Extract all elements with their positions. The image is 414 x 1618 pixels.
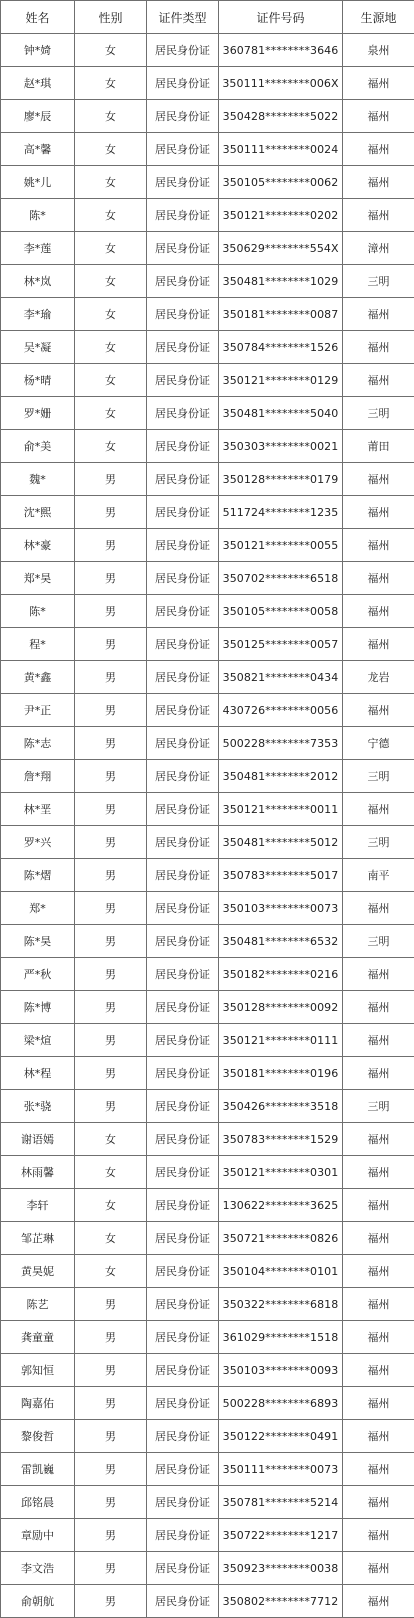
table-row	[1, 1090, 414, 1123]
cell-name: 林*垩	[1, 793, 75, 826]
cell-name: 陶嘉佑	[1, 1387, 75, 1420]
cell-id-type: 居民身份证	[147, 364, 219, 397]
cell-id-number: 350182********0216	[219, 958, 343, 991]
cell-id-number: 350784********1526	[219, 331, 343, 364]
table-row	[1, 826, 414, 859]
table-row	[1, 1123, 414, 1156]
cell-id-number: 350303********0021	[219, 430, 343, 463]
cell-name: 邱铭晨	[1, 1486, 75, 1519]
cell-id-number: 350322********6818	[219, 1288, 343, 1321]
cell-name: 尹*正	[1, 694, 75, 727]
table-row	[1, 34, 414, 67]
cell-id-type: 居民身份证	[147, 1156, 219, 1189]
cell-id-type: 居民身份证	[147, 1288, 219, 1321]
header-id-type: 证件类型	[147, 1, 219, 34]
cell-name: 黄*鑫	[1, 661, 75, 694]
cell-origin: 福州	[343, 1486, 414, 1519]
cell-id-number: 350111********0073	[219, 1453, 343, 1486]
cell-id-number: 350121********0202	[219, 199, 343, 232]
table-row	[1, 727, 414, 760]
table-row	[1, 298, 414, 331]
cell-id-number: 350702********6518	[219, 562, 343, 595]
cell-name: 郭知恒	[1, 1354, 75, 1387]
cell-name: 黎俊哲	[1, 1420, 75, 1453]
table-row	[1, 628, 414, 661]
cell-origin: 三明	[343, 1090, 414, 1123]
table-row	[1, 1024, 414, 1057]
table-row	[1, 1387, 414, 1420]
cell-origin: 南平	[343, 859, 414, 892]
cell-id-type: 居民身份证	[147, 166, 219, 199]
cell-name: 罗*姗	[1, 397, 75, 430]
cell-gender: 女	[75, 364, 147, 397]
table-row	[1, 133, 414, 166]
cell-gender: 男	[75, 628, 147, 661]
cell-name: 高*馨	[1, 133, 75, 166]
cell-gender: 女	[75, 232, 147, 265]
cell-id-type: 居民身份证	[147, 529, 219, 562]
cell-id-type: 居民身份证	[147, 1420, 219, 1453]
table-row	[1, 100, 414, 133]
cell-id-type: 居民身份证	[147, 958, 219, 991]
cell-origin: 福州	[343, 628, 414, 661]
cell-origin: 福州	[343, 496, 414, 529]
cell-id-type: 居民身份证	[147, 100, 219, 133]
table-row	[1, 67, 414, 100]
cell-id-number: 350481********1029	[219, 265, 343, 298]
cell-id-number: 500228********7353	[219, 727, 343, 760]
cell-id-type: 居民身份证	[147, 892, 219, 925]
cell-origin: 福州	[343, 529, 414, 562]
cell-origin: 福州	[343, 1585, 414, 1618]
cell-origin: 福州	[343, 133, 414, 166]
cell-name: 赵*琪	[1, 67, 75, 100]
cell-name: 罗*兴	[1, 826, 75, 859]
cell-name: 严*秋	[1, 958, 75, 991]
cell-origin: 三明	[343, 397, 414, 430]
cell-id-number: 350121********0111	[219, 1024, 343, 1057]
cell-gender: 女	[75, 430, 147, 463]
cell-gender: 男	[75, 496, 147, 529]
table-row	[1, 1453, 414, 1486]
cell-id-number: 350121********0129	[219, 364, 343, 397]
cell-id-number: 350783********5017	[219, 859, 343, 892]
cell-gender: 男	[75, 1057, 147, 1090]
cell-name: 陈*	[1, 199, 75, 232]
cell-gender: 女	[75, 298, 147, 331]
cell-name: 林雨馨	[1, 1156, 75, 1189]
cell-id-type: 居民身份证	[147, 727, 219, 760]
table-row	[1, 364, 414, 397]
cell-gender: 女	[75, 397, 147, 430]
table-row	[1, 1321, 414, 1354]
cell-id-number: 350128********0179	[219, 463, 343, 496]
table-row	[1, 760, 414, 793]
cell-id-number: 350721********0826	[219, 1222, 343, 1255]
table-row	[1, 793, 414, 826]
cell-origin: 福州	[343, 1189, 414, 1222]
cell-name: 黄昊妮	[1, 1255, 75, 1288]
cell-id-number: 350103********0073	[219, 892, 343, 925]
cell-id-number: 360781********3646	[219, 34, 343, 67]
cell-gender: 男	[75, 826, 147, 859]
cell-name: 李文浩	[1, 1552, 75, 1585]
cell-name: 俞朝航	[1, 1585, 75, 1618]
header-id-number: 证件号码	[219, 1, 343, 34]
cell-id-type: 居民身份证	[147, 661, 219, 694]
cell-gender: 男	[75, 925, 147, 958]
cell-id-number: 350104********0101	[219, 1255, 343, 1288]
cell-id-number: 350103********0093	[219, 1354, 343, 1387]
cell-gender: 男	[75, 760, 147, 793]
cell-origin: 福州	[343, 67, 414, 100]
cell-id-number: 350722********1217	[219, 1519, 343, 1552]
cell-origin: 福州	[343, 1057, 414, 1090]
cell-id-number: 350181********0196	[219, 1057, 343, 1090]
header-gender: 性别	[75, 1, 147, 34]
cell-gender: 女	[75, 1123, 147, 1156]
cell-origin: 福州	[343, 1519, 414, 1552]
cell-origin: 福州	[343, 892, 414, 925]
cell-gender: 男	[75, 1321, 147, 1354]
table-row	[1, 892, 414, 925]
cell-name: 郑*昊	[1, 562, 75, 595]
cell-origin: 福州	[343, 1255, 414, 1288]
cell-origin: 福州	[343, 331, 414, 364]
table-row	[1, 1288, 414, 1321]
table-row	[1, 1222, 414, 1255]
cell-origin: 福州	[343, 100, 414, 133]
cell-origin: 福州	[343, 991, 414, 1024]
cell-origin: 福州	[343, 1453, 414, 1486]
cell-gender: 男	[75, 463, 147, 496]
cell-id-type: 居民身份证	[147, 1552, 219, 1585]
cell-origin: 三明	[343, 826, 414, 859]
cell-name: 李轩	[1, 1189, 75, 1222]
cell-name: 林*岚	[1, 265, 75, 298]
cell-id-type: 居民身份证	[147, 1123, 219, 1156]
cell-gender: 女	[75, 100, 147, 133]
table-row	[1, 1057, 414, 1090]
table-row	[1, 661, 414, 694]
cell-id-type: 居民身份证	[147, 760, 219, 793]
cell-origin: 福州	[343, 958, 414, 991]
cell-id-type: 居民身份证	[147, 298, 219, 331]
table-row	[1, 199, 414, 232]
cell-id-type: 居民身份证	[147, 1354, 219, 1387]
cell-id-number: 350923********0038	[219, 1552, 343, 1585]
cell-gender: 男	[75, 727, 147, 760]
cell-id-type: 居民身份证	[147, 232, 219, 265]
cell-origin: 福州	[343, 1552, 414, 1585]
cell-id-type: 居民身份证	[147, 1222, 219, 1255]
cell-name: 谢语嫣	[1, 1123, 75, 1156]
cell-name: 章励中	[1, 1519, 75, 1552]
cell-origin: 三明	[343, 760, 414, 793]
cell-name: 陈*	[1, 595, 75, 628]
cell-origin: 福州	[343, 166, 414, 199]
cell-origin: 福州	[343, 1321, 414, 1354]
cell-gender: 女	[75, 166, 147, 199]
cell-origin: 泉州	[343, 34, 414, 67]
cell-id-number: 350426********3518	[219, 1090, 343, 1123]
cell-name: 陈*博	[1, 991, 75, 1024]
header-origin: 生源地	[343, 1, 414, 34]
cell-id-type: 居民身份证	[147, 1057, 219, 1090]
cell-origin: 福州	[343, 595, 414, 628]
cell-name: 李*莲	[1, 232, 75, 265]
cell-name: 钟*婍	[1, 34, 75, 67]
table-row	[1, 562, 414, 595]
header-name: 姓名	[1, 1, 75, 34]
cell-origin: 三明	[343, 265, 414, 298]
cell-gender: 女	[75, 1156, 147, 1189]
table-row	[1, 1156, 414, 1189]
cell-gender: 男	[75, 1024, 147, 1057]
cell-id-type: 居民身份证	[147, 1387, 219, 1420]
cell-id-type: 居民身份证	[147, 397, 219, 430]
cell-id-number: 350481********5040	[219, 397, 343, 430]
cell-id-number: 350481********5012	[219, 826, 343, 859]
cell-id-type: 居民身份证	[147, 793, 219, 826]
cell-gender: 女	[75, 1255, 147, 1288]
cell-gender: 男	[75, 661, 147, 694]
table-row	[1, 1354, 414, 1387]
cell-id-number: 350783********1529	[219, 1123, 343, 1156]
cell-id-type: 居民身份证	[147, 1486, 219, 1519]
cell-id-type: 居民身份证	[147, 463, 219, 496]
cell-gender: 女	[75, 265, 147, 298]
cell-name: 陈*熠	[1, 859, 75, 892]
table-row	[1, 1552, 414, 1585]
table-row	[1, 166, 414, 199]
cell-name: 梁*煊	[1, 1024, 75, 1057]
cell-gender: 男	[75, 1585, 147, 1618]
table-row	[1, 430, 414, 463]
cell-id-type: 居民身份证	[147, 1321, 219, 1354]
cell-origin: 福州	[343, 298, 414, 331]
cell-gender: 男	[75, 595, 147, 628]
cell-name: 邹芷琳	[1, 1222, 75, 1255]
cell-name: 程*	[1, 628, 75, 661]
table-row	[1, 1420, 414, 1453]
cell-gender: 女	[75, 34, 147, 67]
cell-name: 陈*志	[1, 727, 75, 760]
cell-origin: 福州	[343, 463, 414, 496]
cell-id-number: 350122********0491	[219, 1420, 343, 1453]
table-row	[1, 496, 414, 529]
cell-origin: 福州	[343, 694, 414, 727]
cell-gender: 男	[75, 892, 147, 925]
cell-id-type: 居民身份证	[147, 265, 219, 298]
cell-gender: 女	[75, 331, 147, 364]
cell-name: 郑*	[1, 892, 75, 925]
cell-id-type: 居民身份证	[147, 595, 219, 628]
cell-gender: 女	[75, 1222, 147, 1255]
cell-id-type: 居民身份证	[147, 430, 219, 463]
cell-name: 吴*凝	[1, 331, 75, 364]
table-row	[1, 991, 414, 1024]
cell-name: 廖*辰	[1, 100, 75, 133]
cell-origin: 莆田	[343, 430, 414, 463]
table-header	[1, 1, 414, 34]
cell-gender: 男	[75, 1453, 147, 1486]
cell-id-type: 居民身份证	[147, 496, 219, 529]
cell-origin: 福州	[343, 1123, 414, 1156]
cell-name: 龚童童	[1, 1321, 75, 1354]
cell-id-type: 居民身份证	[147, 331, 219, 364]
table-row	[1, 265, 414, 298]
table-body	[1, 34, 414, 1618]
cell-origin: 福州	[343, 562, 414, 595]
cell-name: 魏*	[1, 463, 75, 496]
cell-origin: 龙岩	[343, 661, 414, 694]
cell-id-number: 350128********0092	[219, 991, 343, 1024]
cell-name: 陈*昊	[1, 925, 75, 958]
cell-id-number: 350121********0301	[219, 1156, 343, 1189]
table-row	[1, 529, 414, 562]
table-row	[1, 1486, 414, 1519]
cell-id-number: 350481********6532	[219, 925, 343, 958]
cell-gender: 女	[75, 199, 147, 232]
cell-name: 詹*翔	[1, 760, 75, 793]
cell-gender: 男	[75, 991, 147, 1024]
table-row	[1, 397, 414, 430]
cell-gender: 男	[75, 694, 147, 727]
cell-id-number: 350105********0062	[219, 166, 343, 199]
cell-id-type: 居民身份证	[147, 1453, 219, 1486]
cell-name: 杨*晴	[1, 364, 75, 397]
cell-id-number: 350125********0057	[219, 628, 343, 661]
cell-name: 姚*儿	[1, 166, 75, 199]
cell-id-number: 350428********5022	[219, 100, 343, 133]
cell-id-type: 居民身份证	[147, 199, 219, 232]
cell-id-number: 430726********0056	[219, 694, 343, 727]
cell-id-number: 350802********7712	[219, 1585, 343, 1618]
cell-id-type: 居民身份证	[147, 67, 219, 100]
table-row	[1, 1519, 414, 1552]
cell-origin: 福州	[343, 793, 414, 826]
cell-id-type: 居民身份证	[147, 991, 219, 1024]
cell-id-type: 居民身份证	[147, 628, 219, 661]
cell-id-number: 500228********6893	[219, 1387, 343, 1420]
table-row	[1, 925, 414, 958]
cell-gender: 男	[75, 1420, 147, 1453]
cell-gender: 女	[75, 133, 147, 166]
cell-gender: 男	[75, 958, 147, 991]
table-row	[1, 463, 414, 496]
cell-gender: 男	[75, 1090, 147, 1123]
cell-origin: 福州	[343, 1222, 414, 1255]
cell-gender: 男	[75, 1486, 147, 1519]
cell-id-type: 居民身份证	[147, 133, 219, 166]
cell-gender: 男	[75, 1288, 147, 1321]
cell-origin: 福州	[343, 1024, 414, 1057]
cell-id-type: 居民身份证	[147, 1585, 219, 1618]
cell-id-type: 居民身份证	[147, 562, 219, 595]
cell-origin: 福州	[343, 1288, 414, 1321]
cell-id-number: 350121********0011	[219, 793, 343, 826]
cell-origin: 福州	[343, 1354, 414, 1387]
cell-gender: 女	[75, 1189, 147, 1222]
cell-origin: 福州	[343, 364, 414, 397]
cell-id-number: 511724********1235	[219, 496, 343, 529]
cell-name: 雷凯巍	[1, 1453, 75, 1486]
cell-origin: 三明	[343, 925, 414, 958]
cell-id-number: 350821********0434	[219, 661, 343, 694]
cell-name: 沈*熙	[1, 496, 75, 529]
cell-id-number: 350121********0055	[219, 529, 343, 562]
cell-id-type: 居民身份证	[147, 1189, 219, 1222]
cell-id-type: 居民身份证	[147, 34, 219, 67]
cell-id-type: 居民身份证	[147, 1255, 219, 1288]
cell-id-type: 居民身份证	[147, 1090, 219, 1123]
cell-gender: 男	[75, 529, 147, 562]
cell-id-number: 350111********006X	[219, 67, 343, 100]
cell-gender: 男	[75, 562, 147, 595]
cell-name: 陈艺	[1, 1288, 75, 1321]
table-row	[1, 958, 414, 991]
table-row	[1, 859, 414, 892]
cell-gender: 男	[75, 859, 147, 892]
cell-name: 李*瑜	[1, 298, 75, 331]
cell-id-number: 361029********1518	[219, 1321, 343, 1354]
cell-gender: 女	[75, 67, 147, 100]
cell-name: 张*骁	[1, 1090, 75, 1123]
table-row	[1, 331, 414, 364]
cell-id-number: 350105********0058	[219, 595, 343, 628]
cell-name: 俞*美	[1, 430, 75, 463]
cell-id-type: 居民身份证	[147, 694, 219, 727]
cell-name: 林*豪	[1, 529, 75, 562]
cell-id-number: 130622********3625	[219, 1189, 343, 1222]
cell-id-number: 350629********554X	[219, 232, 343, 265]
cell-id-type: 居民身份证	[147, 826, 219, 859]
cell-id-number: 350481********2012	[219, 760, 343, 793]
header-row	[1, 1, 414, 34]
table-row	[1, 1189, 414, 1222]
cell-origin: 福州	[343, 1156, 414, 1189]
cell-origin: 宁德	[343, 727, 414, 760]
cell-id-number: 350181********0087	[219, 298, 343, 331]
table-row	[1, 595, 414, 628]
cell-id-type: 居民身份证	[147, 1519, 219, 1552]
cell-id-number: 350111********0024	[219, 133, 343, 166]
table-row	[1, 1585, 414, 1618]
cell-id-number: 350781********5214	[219, 1486, 343, 1519]
cell-origin: 福州	[343, 1387, 414, 1420]
cell-origin: 福州	[343, 199, 414, 232]
table-row	[1, 1255, 414, 1288]
cell-gender: 男	[75, 1387, 147, 1420]
cell-id-type: 居民身份证	[147, 859, 219, 892]
cell-origin: 福州	[343, 1420, 414, 1453]
cell-id-type: 居民身份证	[147, 925, 219, 958]
cell-gender: 男	[75, 793, 147, 826]
table-row	[1, 232, 414, 265]
cell-origin: 漳州	[343, 232, 414, 265]
cell-name: 林*程	[1, 1057, 75, 1090]
cell-gender: 男	[75, 1552, 147, 1585]
cell-gender: 男	[75, 1519, 147, 1552]
cell-gender: 男	[75, 1354, 147, 1387]
table-row	[1, 694, 414, 727]
cell-id-type: 居民身份证	[147, 1024, 219, 1057]
